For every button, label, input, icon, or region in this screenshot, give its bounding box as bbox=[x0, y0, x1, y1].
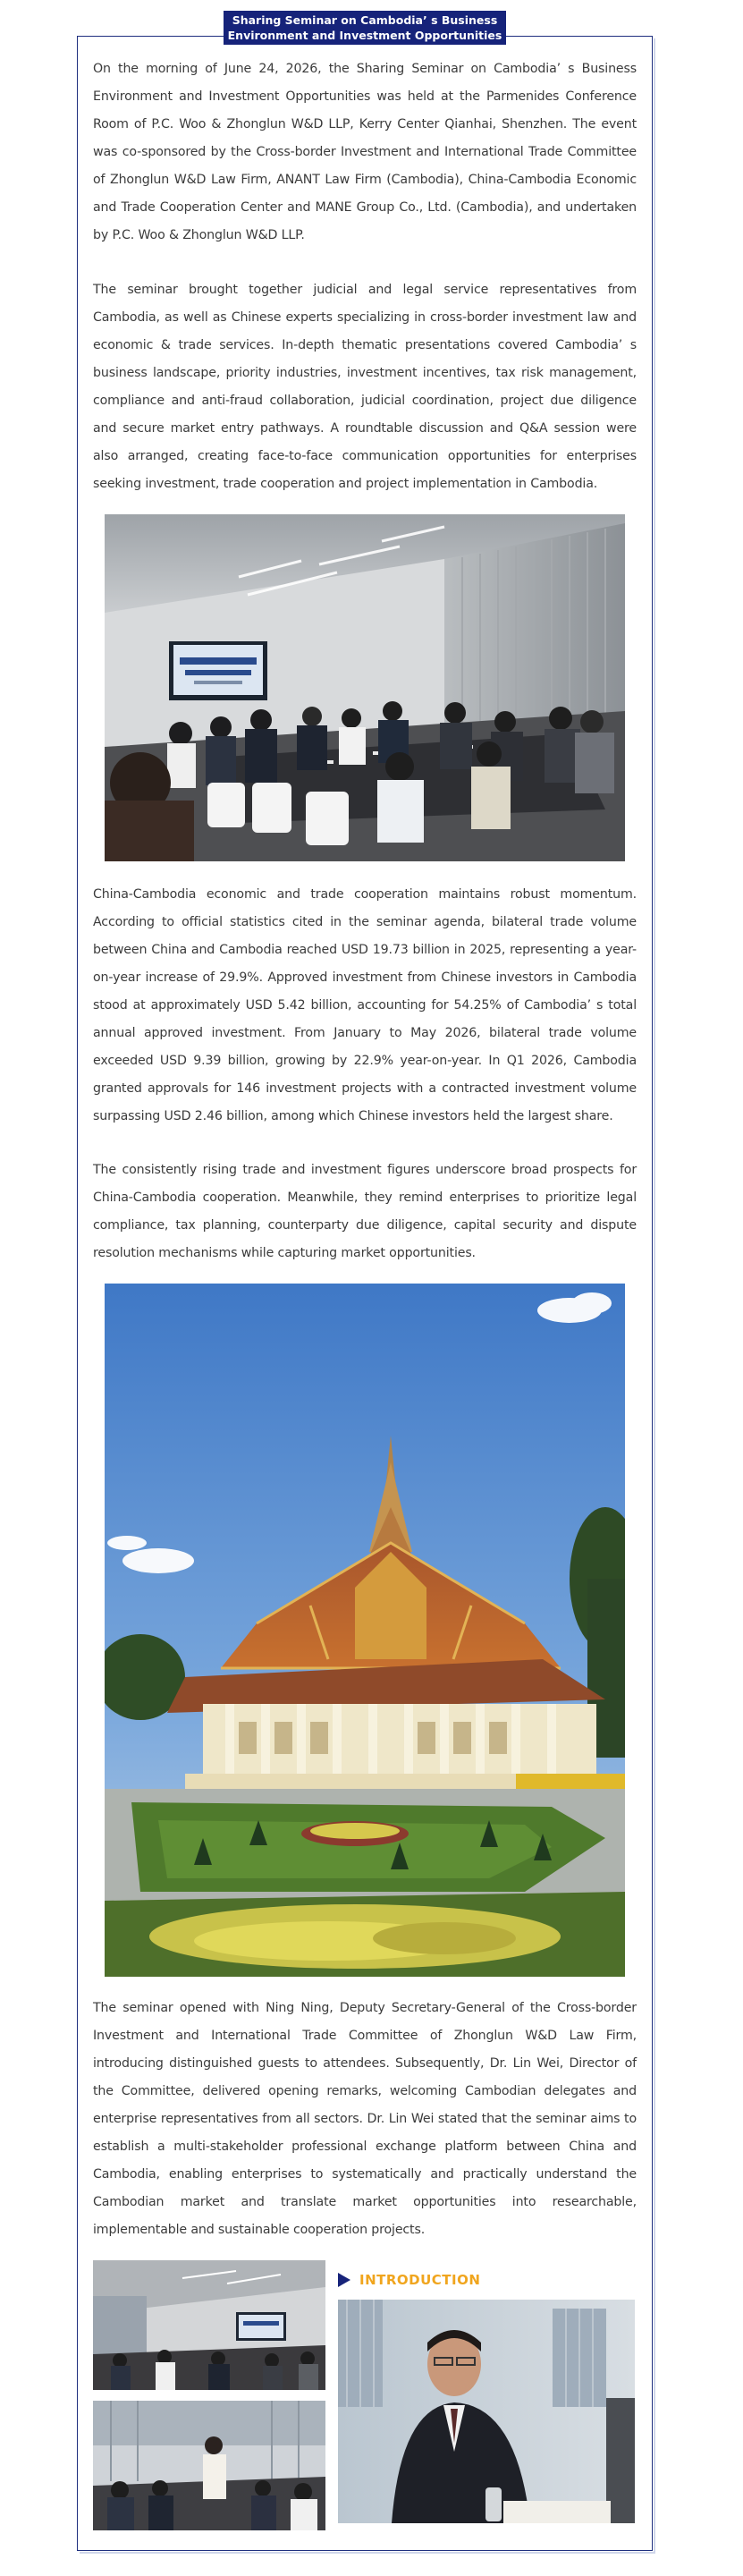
paragraph-2: The seminar brought together judicial and legal service representatives from Cambodia, as well as Chinese experts specializing in cross-border investment law and economic & trade services. In-depth thematic presentations covered Cambodia’ s business landscape, priority industries, investment incentives, tax risk management, compliance and anti-fraud collaboration, judicial coordination, project due diligence and secure market entry pathways. A roundtable discussion and Q&A session were also arranged, creating face-to-face communication opportunities for enterprises seeking investment, trade cooperation and project implementation in Cambodia. bbox=[93, 283, 637, 491]
speaker-portrait-photo bbox=[338, 2300, 635, 2523]
paragraph-4: The consistently rising trade and investment figures underscore broad prospects for China-Cambodia cooperation. Meanwhile, they remind enterprises to prioritize legal compliance, tax planning, counterparty due diligence, capital security and dispute resolution mechanisms while capturing market opportunities. bbox=[93, 1163, 637, 1260]
paragraph-3: China-Cambodia economic and trade cooperation maintains robust momentum. According to official statistics cited in the seminar agenda, bilateral trade volume between China and Cambodia reached USD 19.73 billion in 2025, representing a year-on-year increase of 29.9%. Approved investment from Chinese investors in Cambodia stood at approximately USD 5.42 billion, accounting for 54.25% of Cambodia’ s total annual approved investment. From January to May 2026, bilateral trade volume exceeded USD 9.39 billion, growing by 22.9% year-on-year. In Q1 2026, Cambodia granted approvals for 146 investment projects with a contracted investment volume surpassing USD 2.46 billion, among which Chinese investors held the largest share. bbox=[93, 887, 637, 1123]
title-line-2: Environment and Investment Opportunities bbox=[227, 29, 502, 42]
play-arrow-icon bbox=[338, 2273, 350, 2287]
introduction-heading bbox=[338, 2270, 480, 2290]
article-title bbox=[224, 11, 506, 45]
paragraph-5: The seminar opened with Ning Ning, Deputy Secretary-General of the Cross-border Investment and International Trade Committee of Zhonglun W&D Law Firm, introducing distinguished guests to attendees. Subsequently, Dr. Lin Wei, Director of the Committee, delivered opening remarks, welcoming Cambodian delegates and enterprise representatives from all sectors. Dr. Lin Wei stated that the seminar aims to establish a multi-stakeholder professional exchange platform between China and Cambodia, enabling enterprises to systematically and practically understand the Cambodian market and translate market opportunities into researchable, implementable and sustainable cooperation projects. bbox=[93, 2001, 637, 2237]
paragraph-1: On the morning of June 24, 2026, the Sharing Seminar on Cambodia’ s Business Environment and Investment Opportunities was held at the Parmenides Conference Room of P.C. Woo & Zhonglun W&D LLP, Kerry Center Qianhai, Shenzhen. The event was co-sponsored by the Cross-border Investment and International Trade Committee of Zhonglun W&D Law Firm, ANANT Law Firm (Cambodia), China-Cambodia Economic and Trade Cooperation Center and MANE Group Co., Ltd. (Cambodia), and undertaken by P.C. Woo & Zhonglun W&D LLP. bbox=[93, 62, 637, 242]
pagoda-photo bbox=[105, 1284, 625, 1977]
conference-room-photo bbox=[105, 514, 625, 861]
seminar-room-photo-small bbox=[93, 2260, 325, 2390]
speaker-standing-photo bbox=[93, 2401, 325, 2530]
title-line-1: Sharing Seminar on Cambodia’ s Business bbox=[232, 13, 498, 27]
introduction-label: INTRODUCTION bbox=[359, 2272, 481, 2288]
